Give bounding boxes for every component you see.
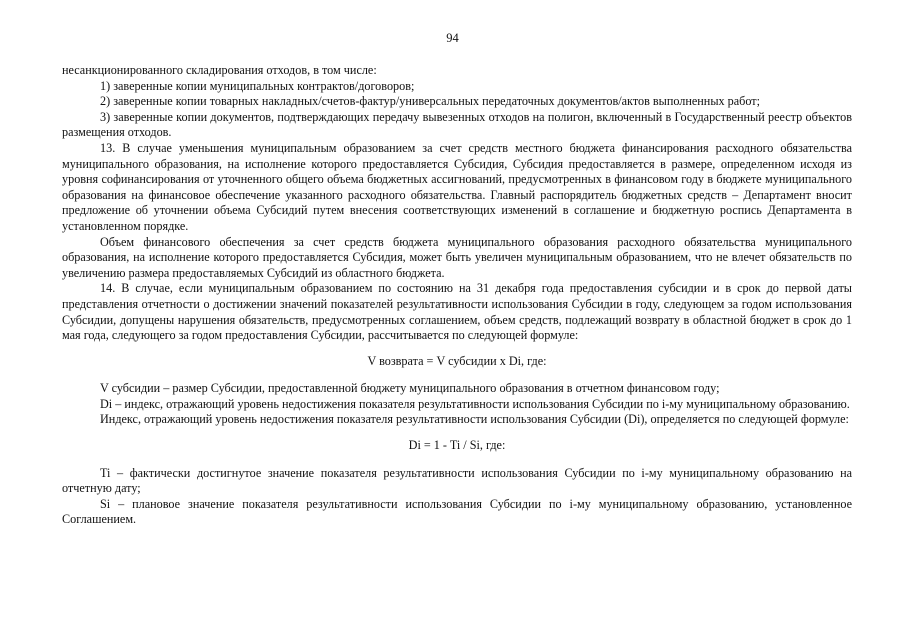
definition: V субсидии – размер Субсидии, предоставленной бюджету муниципального образования в отчетном финансовом году; — [100, 381, 720, 396]
definition: Ti – фактически достигнутое значение показателя результативности использования Субсидии по i-му муниципальному образованию на отчетную дату; — [62, 465, 852, 496]
paragraph: несанкционированного складирования отходов, в том числе: — [62, 63, 377, 77]
formula: Di = 1 - Ti / Si, где: — [408, 438, 506, 453]
paragraph: Индекс, отражающий уровень недостижения показателя результативности использования Субсидии (Di), определяется по следующей формуле: — [100, 412, 849, 427]
paragraph: 14. В случае, если муниципальным образованием по состоянию на 31 декабря года предоставления субсидии и в срок до первой даты представления отчетности о достижении значений показателей результативности использования Субсидии в году, следующем за годом использования Субсидии, допущены нарушения обязательств, предусмотренных соглашением, объем средств, подлежащий возврату в областной бюджет в срок до 1 мая года, следующего за годом предоставления Субсидии, рассчитывается по следующей формуле: — [62, 281, 852, 343]
paragraph: Объем финансового обеспечения за счет средств бюджета муниципального образования расходного обязательства муниципального образования, на исполнение которого предоставляется Субсидия, может быть увеличен муниципальным образованием, что не влечет обязательств по увеличению размера предоставляемых Субсидий из областного бюджета. — [62, 234, 852, 280]
definition: Si – плановое значение показателя результативности использования Субсидии по i-му муниципальному образованию, установленное Соглашением. — [62, 496, 852, 527]
paragraph: 13. В случае уменьшения муниципальным образованием за счет средств местного бюджета финансирования расходного обязательства муниципального образования, на исполнение которого предоставляется Субсидия, Субсидия предоставляется в размере, определенном исходя из уровня софинансирования от уточненного общего объема бюджетных ассигнований, предусмотренных в финансовом году в бюджете муниципального образования на финансовое обеспечение указанного расходного обязательства. Главный распорядитель бюджетных средств – Департамент вносит предложение об уточнении объема Субсидий путем внесения соответствующих изменений в соглашение и бюджетную роспись Департамента в установленном порядке. — [62, 140, 852, 233]
page-number: 94 — [446, 31, 459, 45]
definition: Di – индекс, отражающий уровень недостижения показателя результативности использования Субсидии по i-му муниципальному образованию. — [100, 396, 850, 411]
list-item: 1) заверенные копии муниципальных контрактов/договоров; — [100, 78, 415, 93]
formula: V возврата = V субсидии x Di, где: — [367, 353, 547, 368]
document-body — [62, 63, 852, 528]
list-item: 2) заверенные копии товарных накладных/счетов-фактур/универсальных передаточных документов/актов выполненных работ; — [100, 94, 761, 109]
list-item: 3) заверенные копии документов, подтверждающих передачу вывезенных отходов на полигон, включенный в Государственный реестр объектов размещения отходов. — [62, 109, 852, 140]
